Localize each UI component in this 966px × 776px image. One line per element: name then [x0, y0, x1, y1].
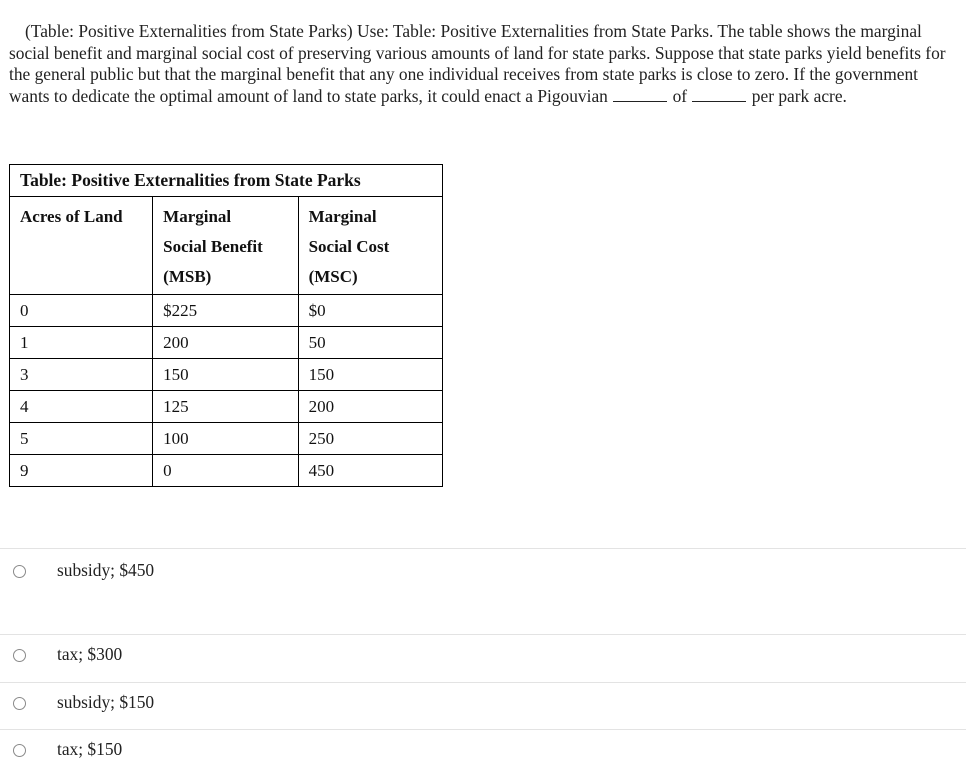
cell-acres: 4 [10, 391, 153, 423]
cell-msb: 125 [153, 391, 298, 423]
table-row [10, 391, 443, 423]
cell-acres: 0 [10, 295, 153, 327]
question-stem: (Table: Positive Externalities from State Parks) Use: Table: Positive Externalities from State Parks. The table shows the marginal social benefit and marginal social cost of preserving various amounts of land for state parks. Suppose that state parks yield benefits for the general public but that the marginal benefit that any one individual receives from state parks is close to zero. If the government wants to dedicate the optimal amount of land to state parks, it could enact a Pigouvian [9, 21, 946, 106]
table-row [10, 455, 443, 487]
option-label: subsidy; $150 [57, 692, 155, 712]
header-msb-line3: (MSB) [163, 267, 212, 286]
table-title: Table: Positive Externalities from State Parks [10, 165, 443, 197]
radio-button[interactable] [13, 744, 26, 757]
cell-msc: 150 [298, 359, 442, 391]
option-divider [0, 682, 966, 683]
header-msb-line1: Marginal [163, 207, 232, 226]
option-label: subsidy; $450 [57, 560, 155, 580]
table-row [10, 295, 443, 327]
radio-button[interactable] [13, 697, 26, 710]
table-row [10, 359, 443, 391]
option-label: tax; $150 [57, 739, 123, 759]
header-acres [10, 197, 153, 295]
blank-1 [613, 87, 667, 102]
cell-msc: 50 [298, 327, 442, 359]
cell-acres: 3 [10, 359, 153, 391]
option-subsidy-450[interactable] [0, 560, 966, 584]
option-subsidy-150[interactable] [0, 692, 966, 716]
cell-msb: 0 [153, 455, 298, 487]
cell-acres: 9 [10, 455, 153, 487]
header-msb-line2: Social Benefit [163, 237, 263, 256]
option-divider [0, 548, 966, 549]
table-row [10, 423, 443, 455]
cell-msc: 200 [298, 391, 442, 423]
option-label: tax; $300 [57, 644, 123, 664]
radio-button[interactable] [13, 649, 26, 662]
cell-acres: 1 [10, 327, 153, 359]
cell-msc: 450 [298, 455, 442, 487]
cell-msc: $0 [298, 295, 442, 327]
option-tax-150[interactable] [0, 739, 966, 763]
cell-msb: 200 [153, 327, 298, 359]
question-text [9, 21, 961, 107]
blank-2 [692, 87, 746, 102]
header-msb [153, 197, 298, 295]
cell-msb: $225 [153, 295, 298, 327]
question-tail: per park acre. [751, 85, 847, 106]
header-msc-line2: Social Cost [308, 237, 390, 256]
cell-msb: 100 [153, 423, 298, 455]
header-msc-line3: (MSC) [308, 267, 358, 286]
option-divider [0, 634, 966, 635]
option-tax-300[interactable] [0, 644, 966, 668]
header-msc-line1: Marginal [308, 207, 377, 226]
option-divider [0, 729, 966, 730]
cell-msc: 250 [298, 423, 442, 455]
table-row [10, 327, 443, 359]
cell-acres: 5 [10, 423, 153, 455]
externalities-table [9, 164, 443, 487]
radio-button[interactable] [13, 565, 26, 578]
cell-msb: 150 [153, 359, 298, 391]
question-of: of [672, 85, 688, 106]
header-msc [298, 197, 442, 295]
header-acres-label: Acres of Land [20, 207, 123, 226]
